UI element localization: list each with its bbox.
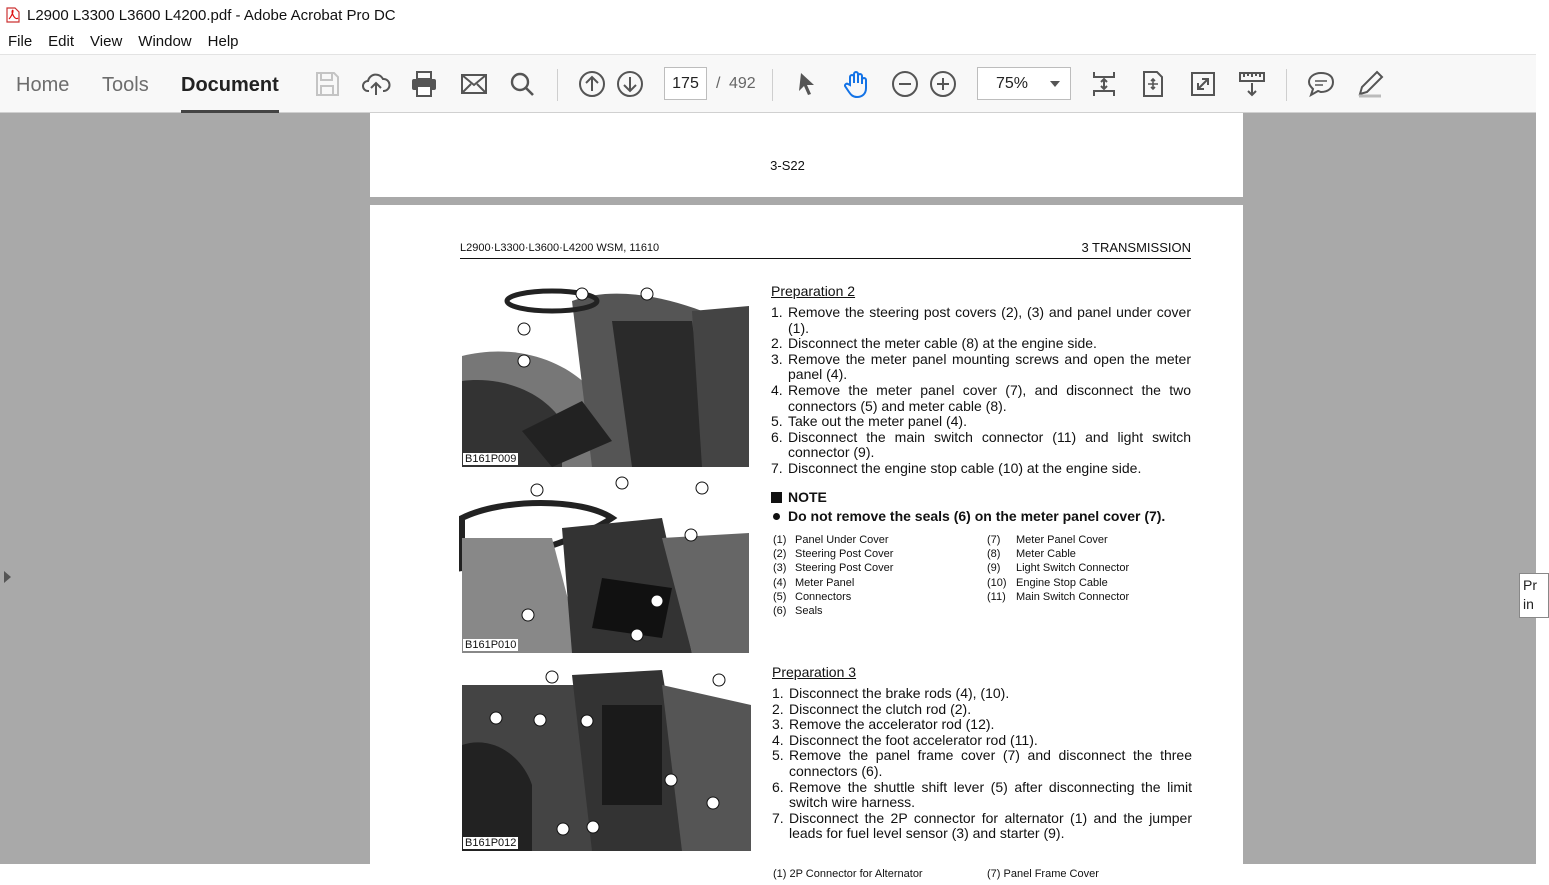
fit-page-icon [1138,69,1168,99]
list-item: 6. Disconnect the main switch connector (11) and light switch connector (9). [771,428,1191,461]
save-icon [312,69,342,99]
page-header-right: 3 TRANSMISSION [1081,240,1191,255]
ruler-icon [1237,69,1267,99]
plus-circle-icon [928,69,958,99]
menu-window[interactable]: Window [138,33,192,50]
brake-rods-photo [462,665,751,851]
arrow-down-circle-icon [615,69,645,99]
cloud-upload-icon [361,69,391,99]
cursor-arrow-icon [792,69,822,99]
hand-icon [841,69,871,99]
arrow-up-circle-icon [577,69,607,99]
note-title: NOTE [788,489,827,505]
current-page [370,205,1243,885]
list-item: 5. Remove the panel frame cover (7) and disconnect the three connectors (6). [772,747,1192,779]
print-button[interactable] [407,67,441,101]
steps-list [771,305,1191,477]
fit-page-button[interactable] [1136,67,1170,101]
preparation-2-section [771,283,1191,477]
measure-tool-button[interactable] [1235,67,1269,101]
section-title: Preparation 2 [771,283,856,299]
expand-panel-icon[interactable] [4,571,11,583]
email-button[interactable] [457,67,491,101]
next-page-button[interactable] [613,67,647,101]
title-bar [0,0,1536,30]
toolbar [0,54,1536,113]
list-item: 3. Remove the accelerator rod (12). [772,716,995,733]
list-item: 1. Disconnect the brake rods (4), (10). [772,685,1010,701]
full-screen-button[interactable] [1186,67,1220,101]
pdf-file-icon [6,7,20,23]
tooltip: Pr in [1519,573,1549,618]
speech-bubble-icon [1306,69,1336,99]
list-item: 1. Remove the steering post covers (2), (3) and panel under cover (1). [771,304,1191,336]
list-item: 7. Disconnect the 2P connector for alternator (1) and the jumper leads for fuel level sensor (3) and starter (9). [772,809,1192,842]
tab-home[interactable]: Home [16,74,70,96]
scroll-pages-icon [1089,69,1119,99]
zoom-value: 75% [996,75,1029,92]
list-item: 7. Disconnect the engine stop cable (10) at the engine side. [771,459,1142,476]
previous-page [370,113,1243,197]
list-item: 3. Remove the meter panel mounting screws and open the meter panel (4). [771,350,1191,383]
upload-cloud-button[interactable] [359,67,393,101]
zoom-select[interactable] [977,67,1071,100]
figure-photo [462,478,749,653]
figure-photo [462,665,751,851]
page-number-input[interactable]: 175 [664,67,707,100]
menu-help[interactable]: Help [207,33,239,50]
legend-item: (6) Seals [773,605,823,618]
list-item: 6. Remove the shuttle shift lever (5) after disconnecting the limit switch wire harness. [772,778,1192,811]
list-item: 5. Take out the meter panel (4). [771,413,967,430]
page-number-label: 3-S22 [770,158,805,173]
previous-page-button[interactable] [575,67,609,101]
legend-item: (4) Meter Panel [773,576,855,589]
page-header-left: L2900·L3300·L3600·L4200 WSM, 11610 [460,242,660,254]
chevron-down-icon [1050,81,1060,87]
figure-photo [462,281,749,467]
section-title: Preparation 3 [772,664,857,680]
toolbar-separator [557,69,558,101]
toolbar-separator [772,69,773,101]
bullet-icon [773,513,780,520]
parts-legend [771,533,1191,623]
scroll-mode-button[interactable] [1087,67,1121,101]
legend-item: (5) Connectors [773,590,852,603]
page-separator: / [716,75,721,92]
zoom-in-button[interactable] [926,67,960,101]
legend-item: (3) Steering Post Cover [773,562,894,575]
menu-file[interactable]: File [8,33,33,50]
legend-item: (7) Meter Panel Cover [987,534,1108,546]
comment-button[interactable] [1304,67,1338,101]
steps-list [772,686,1192,842]
menu-bar [0,30,1536,54]
legend-item: (1) Panel Under Cover [773,534,889,546]
pen-icon [1355,69,1385,99]
minus-circle-icon [890,69,920,99]
preparation-3-section [772,664,1192,842]
printer-icon [409,69,439,99]
save-button[interactable] [310,67,344,101]
legend-item: (7) Panel Frame Cover [987,868,1099,880]
figure-caption: B161P010 [465,639,517,651]
window-title: L2900 L3300 L3600 L4200.pdf - Adobe Acrobat Pro DC [27,6,396,24]
select-tool-button[interactable] [790,67,824,101]
zoom-out-button[interactable] [888,67,922,101]
menu-edit[interactable]: Edit [48,33,75,50]
legend-item: (8) Meter Cable [987,548,1076,561]
hand-tool-button[interactable] [839,67,873,101]
toolbar-separator [1286,69,1287,101]
legend-column-left [773,533,893,618]
list-item: 2. Disconnect the clutch rod (2). [772,700,972,717]
list-item: 2. Disconnect the meter cable (8) at the engine side. [771,335,1097,352]
tab-document[interactable]: Document [181,55,279,113]
legend-item: (9) Light Switch Connector [987,562,1130,575]
legend-item: (10) Engine Stop Cable [987,576,1108,589]
list-item: 4. Disconnect the foot accelerator rod (11). [772,731,1038,748]
legend-item: (2) Steering Post Cover [773,548,894,561]
tab-tools[interactable]: Tools [102,74,149,96]
legend-item: (1) 2P Connector for Alternator [773,868,923,880]
meter-panel-photo [462,478,749,653]
legend-column-right [987,533,1129,604]
header-rule [460,258,1191,259]
figure-caption: B161P009 [465,453,517,465]
document-viewport[interactable] [0,113,1537,880]
note-text: Do not remove the seals (6) on the meter panel cover (7). [788,508,1166,524]
list-item: 4. Remove the meter panel cover (7), and disconnect the two connectors (5) and meter cable (8). [771,381,1191,414]
page-total: 492 [729,75,756,92]
search-button[interactable] [505,67,539,101]
note-block [771,489,1165,524]
search-icon [507,69,537,99]
square-bullet-icon [771,492,782,503]
expand-icon [1188,69,1218,99]
menu-view[interactable]: View [90,33,123,50]
envelope-icon [459,69,489,99]
tractor-dashboard-photo [462,281,749,467]
highlight-button[interactable] [1353,67,1387,101]
figure-caption: B161P012 [465,837,517,849]
legend-item: (11) Main Switch Connector [987,590,1130,603]
